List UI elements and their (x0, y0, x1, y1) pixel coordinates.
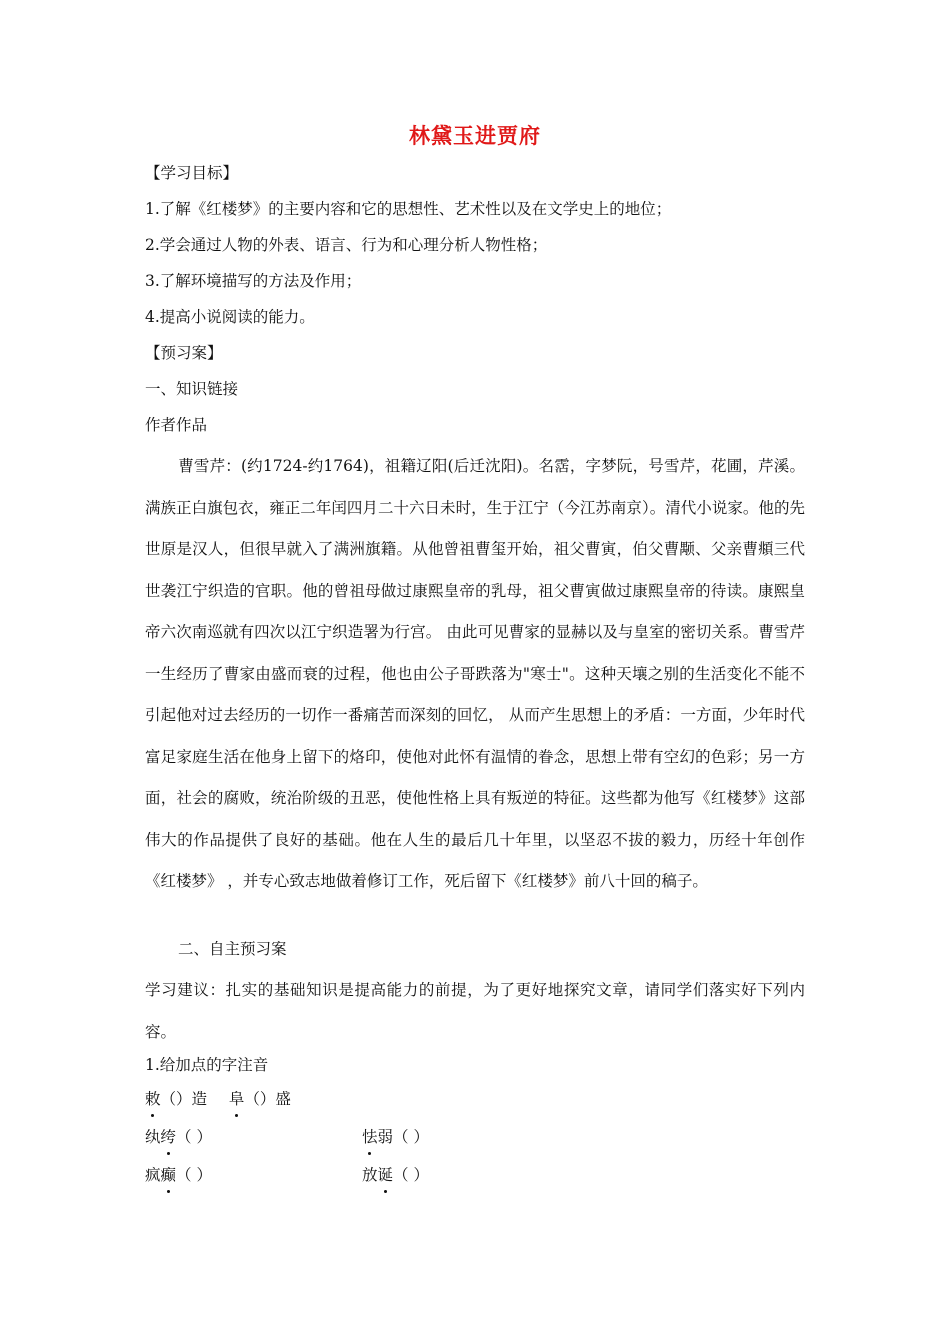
pinyin-blank: （ ） (176, 1128, 212, 1146)
goal-item-3: 3.了解环境描写的方法及作用； (145, 272, 362, 290)
author-paragraph-text: 曹雪芹：(约1724-约1764)，祖籍辽阳(后迁沈阳)。名霑，字梦阮，号雪芹，花圃，芹溪。满族正白旗包衣，雍正二年闰四月二十六日未时，生于江宁（今江苏南京）。清代小说家。他的先世原是汉人，但很早就入了满洲旗籍。从他曾祖曹玺开始，祖父曹寅，伯父曹颙、父亲曹頫三代世袭江宁织造的官职。他的曾祖母做过康熙皇帝的乳母，祖父曹寅做过康熙皇帝的待读。康熙皇帝六次南巡就有四次以江宁织造署为行宫。 由此可见曹家的显赫以及与皇室的密切关系。曹雪芹一生经历了曹家由盛而衰的过程，他也由公子哥跌落为"寒士"。这种天壤之别的生活变化不能不引起他对过去经历的一切作一番痛苦而深刻的回忆， 从而产生思想上的矛盾：一方面，少年时代富足家庭生活在他身上留下的烙印，使他对此怀有温情的眷念，思想上带有空幻的色彩；另一方面，社会的腐败，统治阶级的丑恶，使他性格上具有叛逆的特征。这些都为他写《红楼梦》这部伟大的作品提供了良好的基础。他在人生的最后几十年里，以坚忍不拔的毅力，历经十年创作《红楼梦》 ，并专心致志地做着修订工作，死后留下《红楼梦》前八十回的稿子。 (145, 457, 805, 890)
plain-char: 放 (362, 1166, 378, 1184)
goal-item-4: 4.提高小说阅读的能力。 (145, 308, 315, 326)
pinyin-item-wankua (145, 1126, 212, 1148)
pinyin-blank: （ ） (393, 1128, 429, 1146)
plain-char: 弱 (377, 1128, 394, 1146)
pinyin-blank: （）盛 (244, 1090, 291, 1108)
pinyin-blank: （）造 (160, 1090, 208, 1108)
pinyin-item-fengdian (145, 1164, 212, 1186)
author-paragraph (145, 446, 805, 903)
pinyin-item-qieruo (362, 1126, 429, 1148)
dotted-char: 敕 (145, 1090, 161, 1108)
author-works-heading: 作者作品 (145, 416, 208, 434)
plain-char: 疯 (145, 1166, 161, 1184)
preview-header: 【预习案】 (145, 344, 223, 362)
plain-char: 纨 (145, 1128, 161, 1146)
dotted-char: 诞 (377, 1166, 394, 1184)
goal-item-1: 1.了解《红楼梦》的主要内容和它的思想性、艺术性以及在文学史上的地位； (145, 200, 672, 218)
pinyin-blank: （ ） (176, 1166, 212, 1184)
pinyin-item-fangdan (362, 1164, 429, 1186)
dotted-char: 癫 (160, 1166, 177, 1184)
dotted-char: 怯 (362, 1128, 378, 1146)
dotted-char: 阜 (228, 1090, 245, 1108)
pinyin-row-1 (145, 1088, 291, 1110)
dotted-char: 绔 (160, 1128, 177, 1146)
goal-item-2: 2.学会通过人物的外表、语言、行为和心理分析人物性格； (145, 236, 548, 254)
goals-header: 【学习目标】 (145, 164, 239, 182)
question-1-title: 1.给加点的字注音 (145, 1056, 269, 1074)
section-knowledge-link: 一、知识链接 (145, 380, 239, 398)
pinyin-blank: （ ） (393, 1166, 429, 1184)
study-suggestion: 学习建议：扎实的基础知识是提高能力的前提，为了更好地探究文章，请同学们落实好下列内容。 (145, 981, 805, 1041)
document-title: 林黛玉进贾府 (409, 124, 541, 148)
section-self-preview: 二、自主预习案 (178, 940, 287, 958)
